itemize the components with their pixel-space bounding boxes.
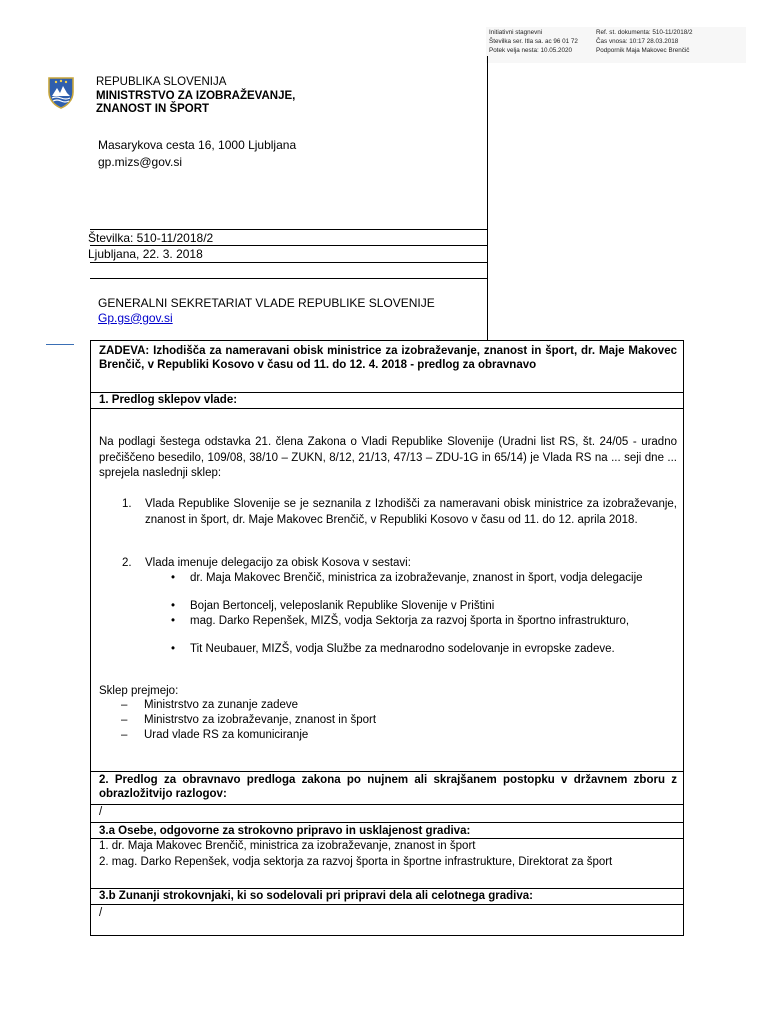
ministry-name-line2: ZNANOST IN ŠPORT (96, 103, 210, 115)
recipient-block (98, 296, 435, 325)
address-block (98, 137, 296, 171)
resolution-item-2: Vlada imenuje delegacijo za obisk Kosova v sestavi: (145, 557, 411, 569)
item-number: 2. (122, 557, 132, 569)
row-divider (91, 888, 683, 889)
email: gp.mizs@gov.si (98, 155, 182, 169)
bullet-icon: • (171, 600, 176, 612)
row-divider (91, 408, 683, 409)
recipient-email-link[interactable]: Gp.gs@gov.si (98, 310, 173, 325)
document-number: Številka: 510-11/2018/2 (88, 231, 214, 245)
section-1-intro: Na podlagi šestega odstavka 21. člena Zakona o Vladi Republike Slovenije (Uradni list RS, št. 24/05 - uradno prečiščeno besedilo, 109/08, 38/10 – ZUKN, 8/12, 21/13, 47/13 – ZDU-1G in 65/14) je Vlada RS na ... seji dne ... sprejela naslednji sklep: (99, 436, 677, 479)
stamp-line: Initiativni stagnevni (489, 29, 543, 36)
section-3b-value: / (99, 907, 103, 919)
delegation-member: dr. Maja Makovec Brenčič, ministrica za izobraževanje, znanost in šport, vodja delegacije (190, 572, 643, 584)
document-date: Ljubljana, 22. 3. 2018 (88, 247, 203, 261)
row-divider (91, 392, 683, 393)
header-divider (487, 56, 488, 341)
row-divider (91, 822, 683, 823)
section-2-value: / (99, 806, 103, 818)
recipients-title: Sklep prejmejo: (99, 685, 179, 697)
stamp-line: Številka ser. Itla sa. ac 96 01 72 (489, 38, 578, 45)
ministry-name: MINISTRSTVO ZA IZOBRAŽEVANJE, (96, 89, 296, 102)
document-stamp (486, 27, 746, 63)
bullet-icon: • (171, 572, 176, 584)
bullet-icon: • (171, 643, 176, 655)
item-number: 1. (122, 498, 132, 510)
dash-icon: – (121, 699, 128, 711)
country-name: REPUBLIKA SLOVENIJA (96, 76, 227, 88)
coat-of-arms-icon (46, 76, 76, 110)
row-divider (91, 804, 683, 805)
divider (90, 262, 487, 263)
margin-mark (46, 344, 74, 345)
dash-icon: – (121, 729, 128, 741)
section-1-title: 1. Predlog sklepov vlade: (99, 394, 238, 406)
recipient-item: Ministrstvo za izobraževanje, znanost in šport (144, 714, 377, 726)
row-divider (91, 771, 683, 772)
recipient-name: GENERALNI SEKRETARIAT VLADE REPUBLIKE SLOVENIJE (98, 296, 435, 310)
responsible-person: 2. mag. Darko Repenšek, vodja sektorja za razvoj športa in športne infrastrukture, Direktorat za šport (99, 856, 613, 868)
stamp-line: Podpornik Maja Makovec Brenčič (596, 47, 690, 54)
section-3a-title: 3.a Osebe, odgovorne za strokovno pripravo in usklajenost gradiva: (99, 825, 471, 837)
stamp-line: Potek velja nesta: 10.05.2020 (489, 47, 572, 54)
stamp-line: Ref. st. dokumenta: 510-11/2018/2 (596, 29, 693, 36)
delegation-member: Bojan Bertoncelj, veleposlanik Republike Slovenije v Prištini (190, 600, 495, 612)
resolution-item-1: Vlada Republike Slovenije se je seznanila z Izhodišči za nameravani obisk ministrice za izobraževanje, znanost in šport, dr. Maje Makovec Brenčič, v Republiki Kosovo v času od 11. do 12. aprila 2018. (145, 498, 677, 526)
address: Masarykova cesta 16, 1000 Ljubljana (98, 138, 297, 152)
row-divider (91, 904, 683, 905)
recipient-item: Ministrstvo za zunanje zadeve (144, 699, 299, 711)
divider (90, 278, 487, 279)
recipient-item: Urad vlade RS za komuniciranje (144, 729, 309, 741)
letterhead (96, 76, 488, 117)
divider (90, 229, 487, 230)
section-3b-title: 3.b Zunanji strokovnjaki, ki so sodelovali pri pripravi dela ali celotnega gradiva: (99, 890, 533, 902)
bullet-icon: • (171, 615, 176, 627)
dash-icon: – (121, 714, 128, 726)
section-2-title: 2. Predlog za obravnavo predloga zakona po nujnem ali skrajšanem postopku v državnem zboru z obrazložitvijo razlogov: (99, 774, 677, 800)
delegation-member: mag. Darko Repenšek, MIZŠ, vodja Sektorja za razvoj športa in športno infrastrukturo, (190, 615, 630, 627)
row-divider (91, 838, 683, 839)
stamp-line: Čas vnosa: 10:17 28.03.2018 (596, 38, 679, 45)
responsible-person: 1. dr. Maja Makovec Brenčič, ministrica za izobraževanje, znanost in šport (99, 840, 476, 852)
delegation-member: Tit Neubauer, MIZŠ, vodja Službe za mednarodno sodelovanje in evropske zadeve. (190, 643, 615, 655)
divider (90, 245, 487, 246)
form-table (90, 340, 684, 936)
subject: ZADEVA: Izhodišča za nameravani obisk ministrice za izobraževanje, znanost in šport, dr. Maje Makovec Brenčič, v Republiki Kosovo v času od 11. do 12. 4. 2018 - predlog za obravnavo (99, 345, 677, 371)
